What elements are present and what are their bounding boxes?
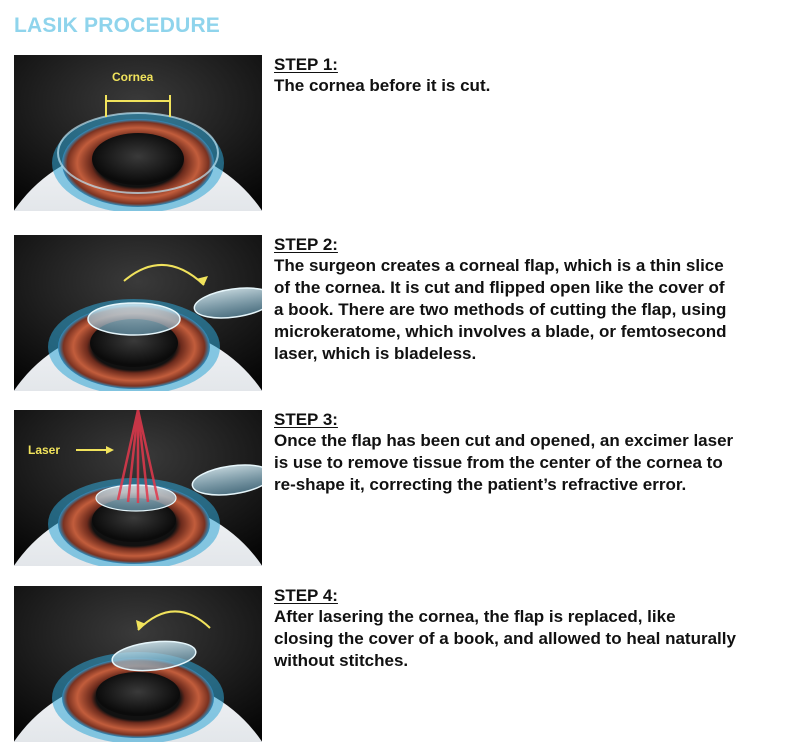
step-4-line: After lasering the cornea, the flap is replaced, like bbox=[274, 607, 676, 626]
step-1 bbox=[14, 55, 794, 215]
step-2-line: of the cornea. It is cut and flipped open like the cover of bbox=[274, 278, 725, 297]
cornea-label: Cornea bbox=[112, 70, 154, 84]
step-4-heading: STEP 4: bbox=[274, 586, 338, 605]
step-3-line: Once the flap has been cut and opened, an excimer laser bbox=[274, 431, 734, 450]
step-4-text bbox=[274, 586, 796, 672]
step-3-text bbox=[274, 410, 796, 496]
step-2-line: microkeratome, which involves a blade, or femtosecond bbox=[274, 322, 727, 341]
page-title: LASIK PROCEDURE bbox=[14, 14, 221, 37]
step-3-line: is use to remove tissue from the center of the cornea to bbox=[274, 453, 723, 472]
step-3-line: re-shape it, correcting the patient’s refractive error. bbox=[274, 475, 687, 494]
step-2-illustration bbox=[14, 235, 262, 391]
step-2-heading: STEP 2: bbox=[274, 235, 338, 254]
step-3-illustration bbox=[14, 410, 262, 566]
step-1-illustration bbox=[14, 55, 262, 211]
step-4 bbox=[14, 586, 794, 746]
step-4-line: without stitches. bbox=[274, 651, 409, 670]
step-3-heading: STEP 3: bbox=[274, 410, 338, 429]
step-2-text bbox=[274, 235, 796, 365]
step-4-line: closing the cover of a book, and allowed to heal naturally bbox=[274, 629, 736, 648]
step-1-text bbox=[274, 55, 796, 97]
laser-label: Laser bbox=[28, 443, 61, 457]
step-2-line: a book. There are two methods of cutting the flap, using bbox=[274, 300, 727, 319]
step-4-illustration bbox=[14, 586, 262, 742]
step-1-heading: STEP 1: bbox=[274, 55, 338, 74]
step-2 bbox=[14, 235, 794, 395]
step-1-line: The cornea before it is cut. bbox=[274, 76, 491, 95]
step-2-line: The surgeon creates a corneal flap, which is a thin slice bbox=[274, 256, 724, 275]
step-2-line: laser, which is bladeless. bbox=[274, 344, 477, 363]
step-3 bbox=[14, 410, 794, 570]
